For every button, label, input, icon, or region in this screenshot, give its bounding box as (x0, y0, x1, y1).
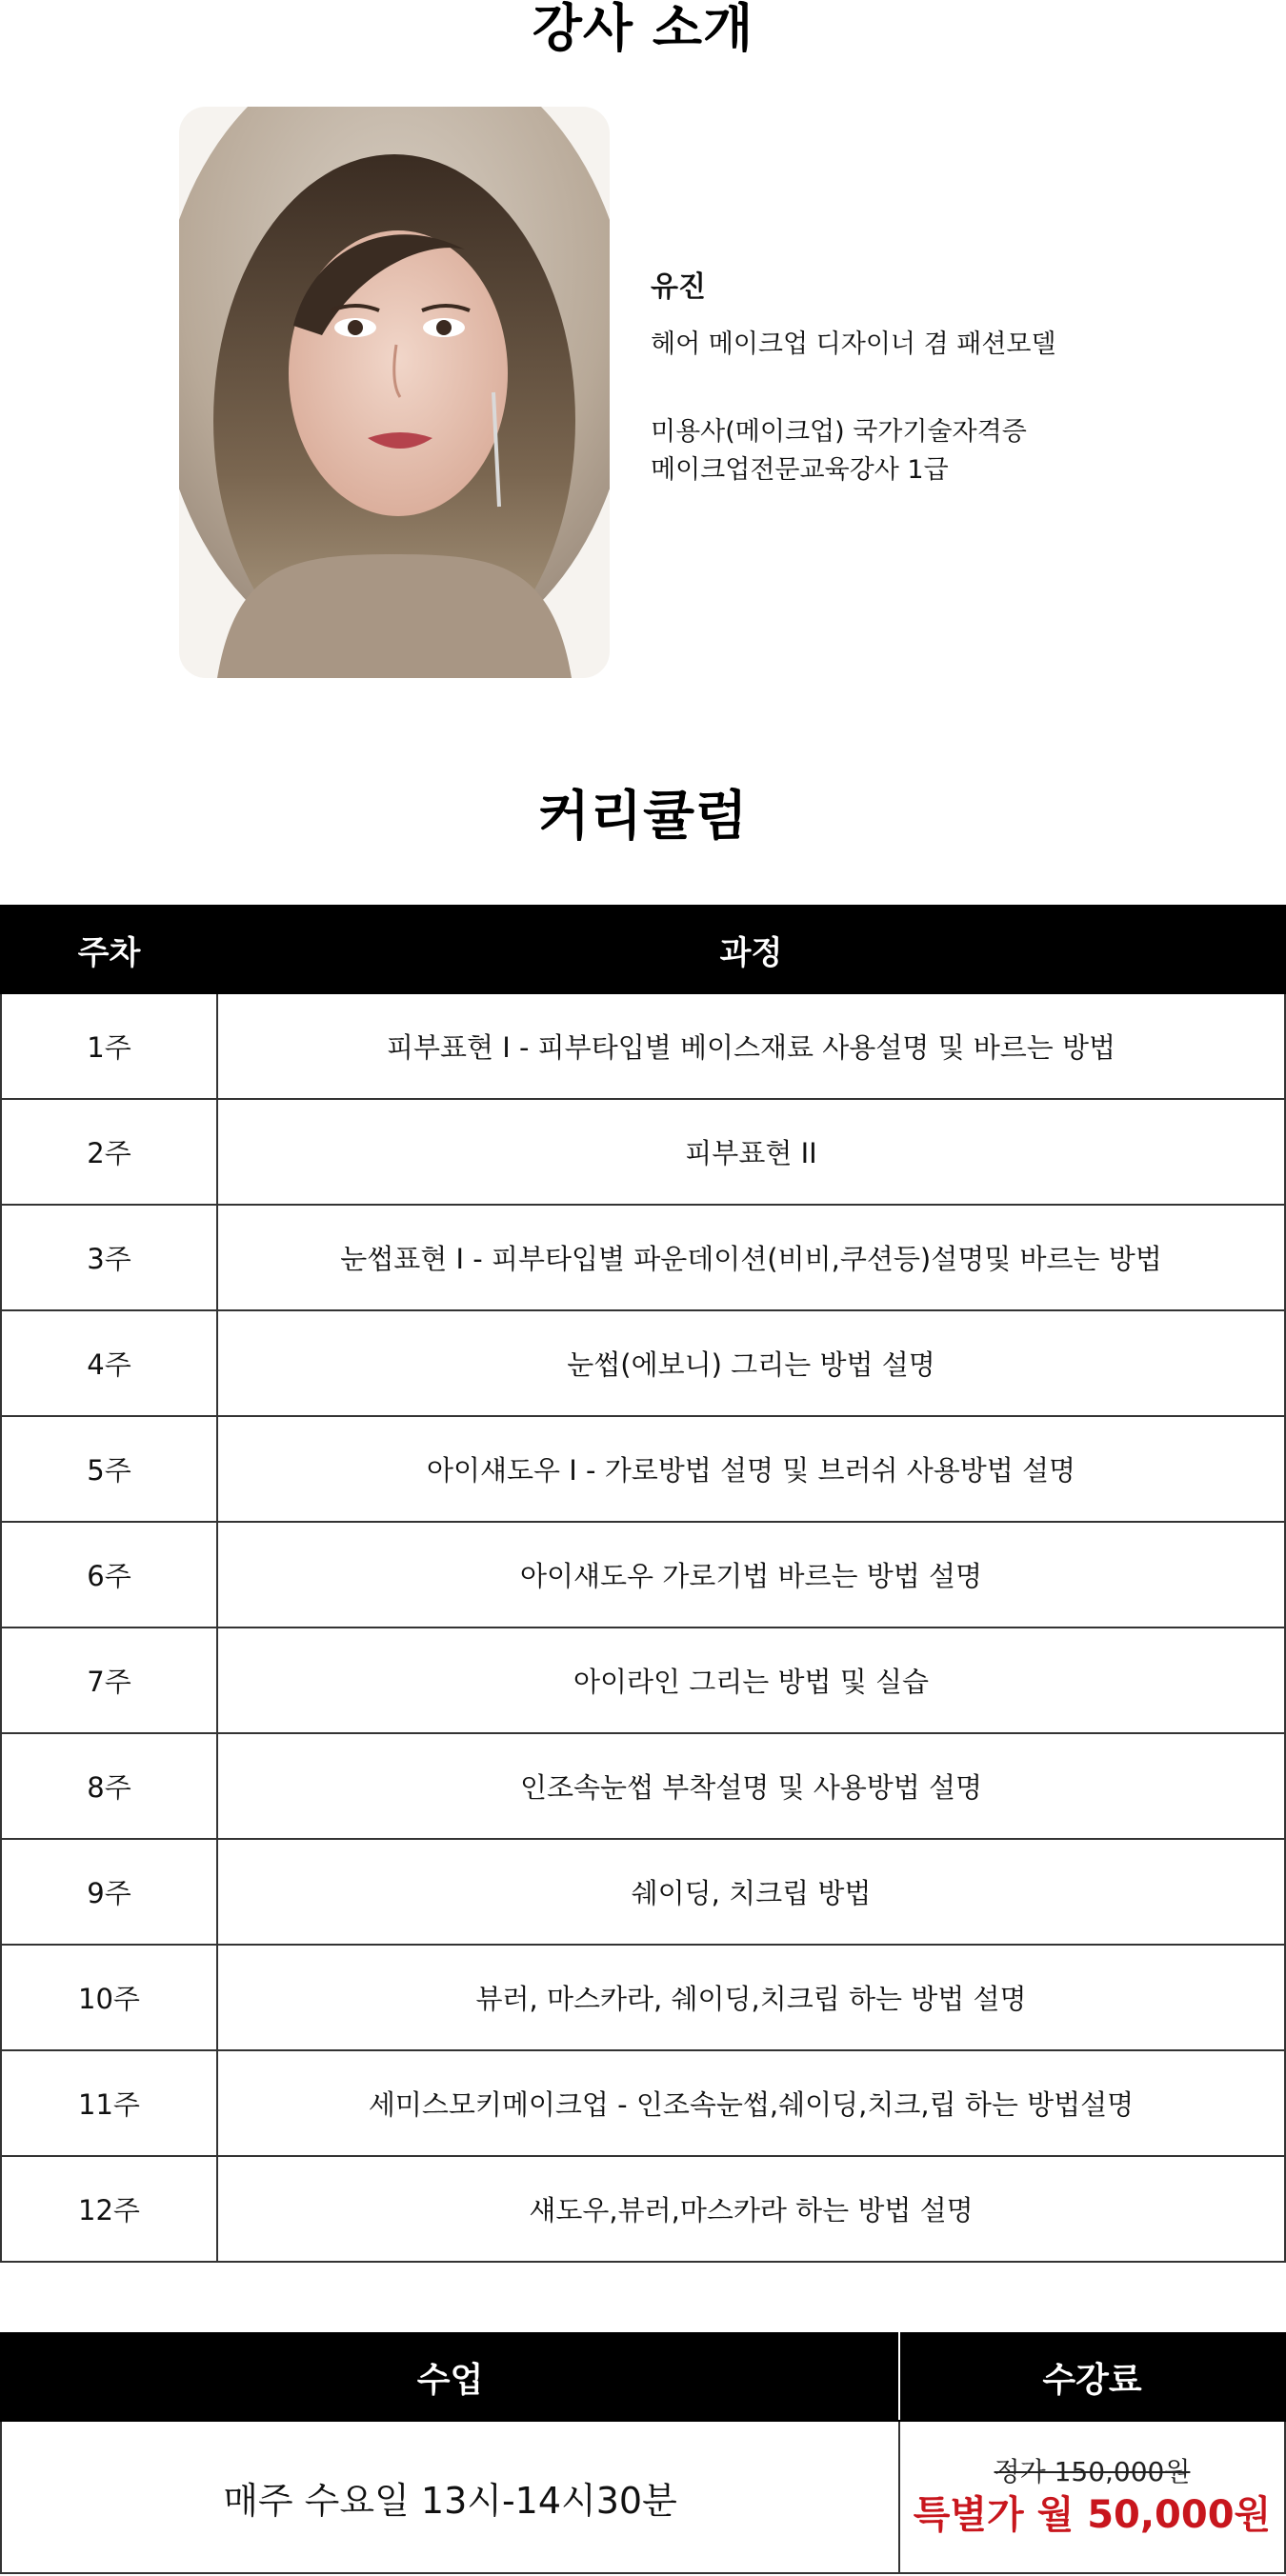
table-row (1, 1310, 1285, 1416)
course-cell: 눈썹(에보니) 그리는 방법 설명 (217, 1310, 1285, 1416)
week-cell: 12주 (1, 2156, 217, 2262)
course-column-header: 과정 (217, 906, 1285, 993)
course-cell: 눈썹표현 I - 피부타입별 파운데이션(비비,쿠션등)설명및 바르는 방법 (217, 1205, 1285, 1310)
week-cell: 7주 (1, 1627, 217, 1733)
curriculum-header-row (1, 906, 1285, 993)
course-cell: 쉐이딩, 치크립 방법 (217, 1839, 1285, 1945)
table-row (1, 1839, 1285, 1945)
week-cell: 5주 (1, 1416, 217, 1522)
week-cell: 10주 (1, 1945, 217, 2050)
course-cell: 인조속눈썹 부착설명 및 사용방법 설명 (217, 1733, 1285, 1839)
instructor-name: 유진 (651, 270, 706, 304)
table-row (1, 1205, 1285, 1310)
table-row (1, 1099, 1285, 1205)
week-cell: 8주 (1, 1733, 217, 1839)
class-schedule: 매주 수요일 13시-14시30분 (1, 2421, 899, 2573)
week-column-header: 주차 (1, 906, 217, 993)
course-cell: 피부표현 I - 피부타입별 베이스재료 사용설명 및 바르는 방법 (217, 993, 1285, 1099)
class-column-header: 수업 (1, 2333, 899, 2421)
pricing-table (0, 2332, 1286, 2574)
instructor-credential: 미용사(메이크업) 국가기술자격증 (651, 417, 1027, 447)
week-cell: 6주 (1, 1522, 217, 1627)
instructor-role: 헤어 메이크업 디자이너 겸 패션모델 (651, 329, 1056, 359)
special-price: 특별가 월 50,000원 (913, 2493, 1272, 2537)
course-cell: 세미스모키메이크업 - 인조속눈썹,쉐이딩,치크,립 하는 방법설명 (217, 2050, 1285, 2156)
instructor-section-title: 강사 소개 (532, 0, 754, 58)
table-row (1, 1733, 1285, 1839)
pricing-row (1, 2421, 1285, 2573)
course-cell: 피부표현 II (217, 1099, 1285, 1205)
week-cell: 1주 (1, 993, 217, 1099)
course-cell: 아이섀도우 I - 가로방법 설명 및 브러쉬 사용방법 설명 (217, 1416, 1285, 1522)
instructor-credential: 메이크업전문교육강사 1급 (651, 455, 949, 485)
course-cell: 아이라인 그리는 방법 및 실습 (217, 1627, 1285, 1733)
table-row (1, 1627, 1285, 1733)
table-row (1, 1522, 1285, 1627)
fee-cell (899, 2421, 1285, 2573)
week-cell: 2주 (1, 1099, 217, 1205)
regular-price: 정가 150,000원 (994, 2456, 1191, 2487)
instructor-profile (651, 269, 1241, 489)
table-row (1, 2050, 1285, 2156)
week-cell: 3주 (1, 1205, 217, 1310)
table-row (1, 1945, 1285, 2050)
week-cell: 11주 (1, 2050, 217, 2156)
table-row (1, 2156, 1285, 2262)
instructor-photo (179, 107, 610, 678)
table-row (1, 1416, 1285, 1522)
curriculum-section-title: 커리큘럼 (537, 786, 749, 848)
course-cell: 뷰러, 마스카라, 쉐이딩,치크립 하는 방법 설명 (217, 1945, 1285, 2050)
table-row (1, 993, 1285, 1099)
curriculum-table (0, 905, 1286, 2263)
course-cell: 섀도우,뷰러,마스카라 하는 방법 설명 (217, 2156, 1285, 2262)
week-cell: 9주 (1, 1839, 217, 1945)
course-cell: 아이섀도우 가로기법 바르는 방법 설명 (217, 1522, 1285, 1627)
fee-column-header: 수강료 (899, 2333, 1285, 2421)
week-cell: 4주 (1, 1310, 217, 1416)
pricing-header-row (1, 2333, 1285, 2421)
